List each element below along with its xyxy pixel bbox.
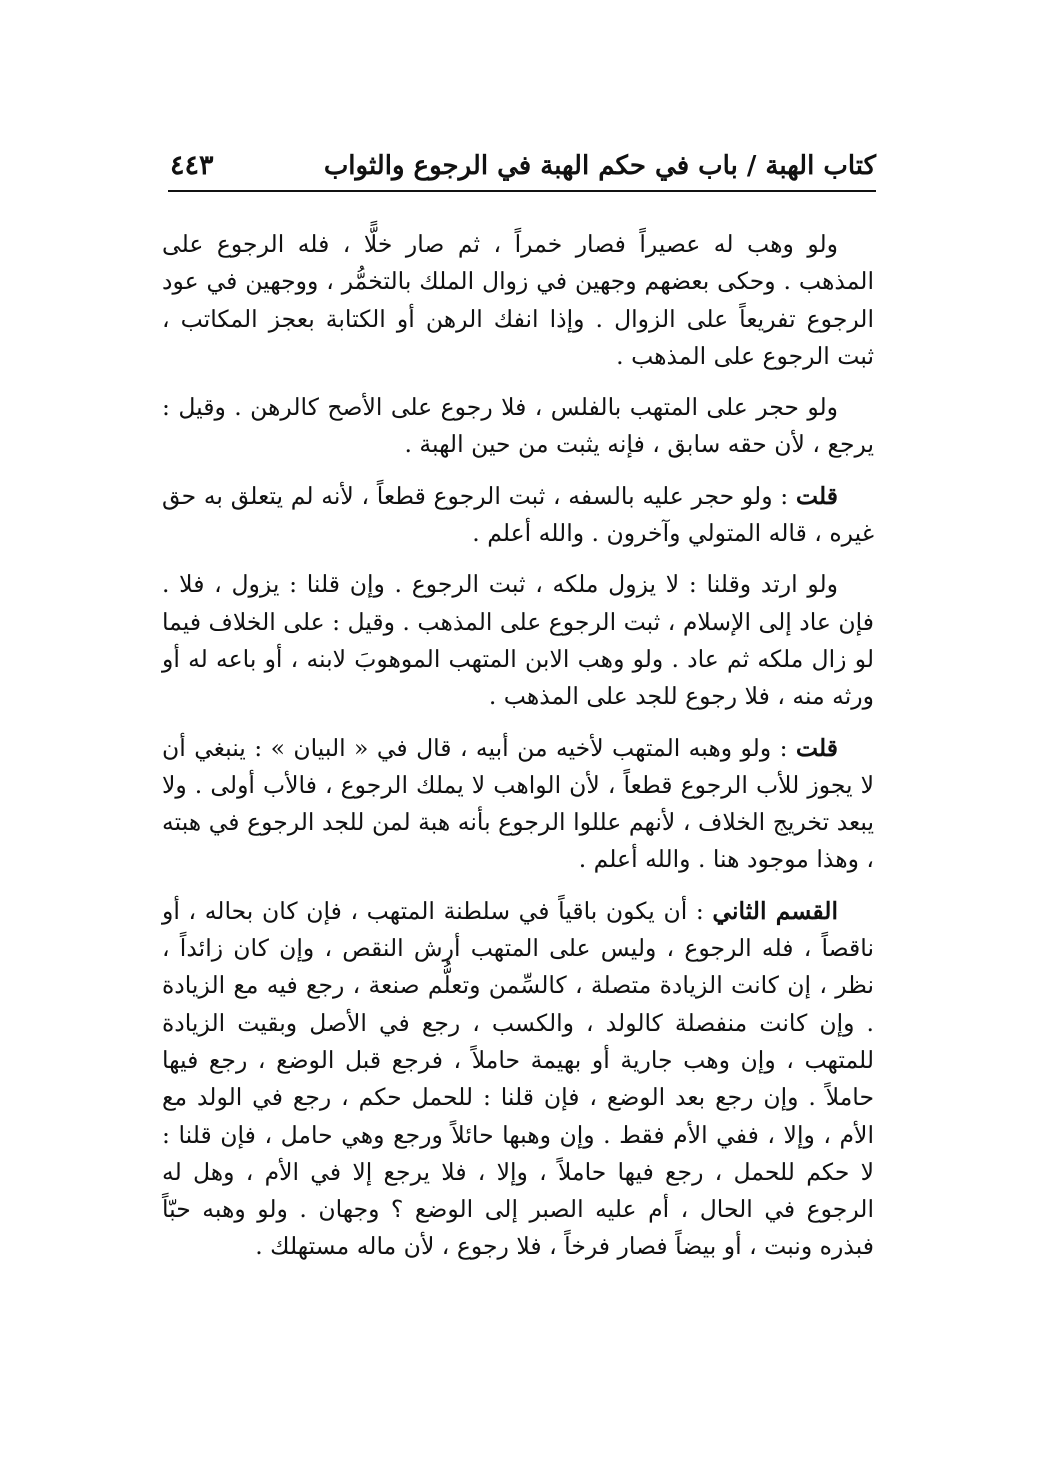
paragraph-text: : أن يكون باقياً في سلطنة المتهب ، فإن كان بحاله ، أو ناقصاً ، فله الرجوع ، وليس على المتهب أرش النقص ، وإن كان زائداً ، نظر ، إن كانت الزيادة متصلة ، كالسِّمن وتعلُّم صنعة ، رجع فيه مع الزيادة . وإن كانت منفصلة كالولد ، والكسب ، رجع في الأصل وبقيت الزيادة للمتهب ، وإن وهب جارية أو بهيمة حاملاً ، فرجع قبل الوضع ، رجع فيها حاملاً . وإن رجع بعد الوضع ، فإن قلنا : للحمل حكم ، رجع في الولد مع الأم ، وإلا ، ففي الأم فقط . وإن وهبها حائلاً ورجع وهي حامل ، فإن قلنا : لا حكم للحمل ، رجع فيها حاملاً ، وإلا ، فلا يرجع إلا في الأم ، وهل له الرجوع في الحال ، أم عليه الصبر إلى الوضع ؟ وجهان . ولو وهبه حبّاً فبذره ونبت ، أو بيضاً فصار فرخاً ، فلا رجوع ، لأن ماله مستهلك . [162, 896, 874, 1261]
paragraph [162, 226, 874, 375]
paragraph-text: ولو ارتد وقلنا : لا يزول ملكه ، ثبت الرجوع . وإن قلنا : يزول ، فلا . فإن عاد إلى الإسلام ، ثبت الرجوع على المذهب . وقيل : على الخلاف فيما لو زال ملكه ثم عاد . ولو وهب الابن المتهب الموهوبَ لابنه ، أو باعه له أو ورثه منه ، فلا رجوع للجد على المذهب . [161, 570, 874, 711]
paragraph [162, 389, 874, 464]
paragraph [162, 730, 874, 879]
paragraph-lead: القسم الثاني [712, 896, 838, 925]
paragraph [162, 566, 874, 715]
paragraph-text: : ولو حجر عليه بالسفه ، ثبت الرجوع قطعاً ، لأنه لم يتعلق به حق غيره ، قاله المتولي وآخرون . والله أعلم . [162, 481, 874, 548]
paragraph-text: ولو وهب له عصيراً فصار خمراً ، ثم صار خلًّا ، فله الرجوع على المذهب . وحكى بعضهم وجهين في زوال الملك بالتخمُّر ، ووجهين في عود الرجوع تفريعاً على الزوال . وإذا انفك الرهن أو الكتابة بعجز المكاتب ، ثبت الرجوع على المذهب . [162, 230, 874, 370]
chapter-title: كتاب الهبة / باب في حكم الهبة في الرجوع والثواب [323, 151, 876, 181]
page-number: ٤٤٣ [170, 150, 214, 181]
running-header [168, 146, 876, 192]
paragraph-lead: قلت [795, 733, 838, 762]
paragraph [162, 478, 874, 553]
paragraph-text: : ولو وهبه المتهب لأخيه من أبيه ، قال في « البيان » : ينبغي أن لا يجوز للأب الرجوع قطعاً ، لأن الواهب لا يملك الرجوع ، فالأب أولى . ولا يبعد تخريج الخلاف ، لأنهم عللوا الرجوع بأنه هبة لمن للجد الرجوع في هبته ، وهذا موجود هنا . والله أعلم . [162, 733, 874, 874]
paragraph [162, 893, 874, 1266]
paragraph-lead: قلت [795, 481, 838, 510]
paragraph-text: ولو حجر على المتهب بالفلس ، فلا رجوع على الأصح كالرهن . وقيل : يرجع ، لأن حقه سابق ، فإنه يثبت من حين الهبة . [162, 393, 874, 459]
body-text [162, 226, 874, 1280]
